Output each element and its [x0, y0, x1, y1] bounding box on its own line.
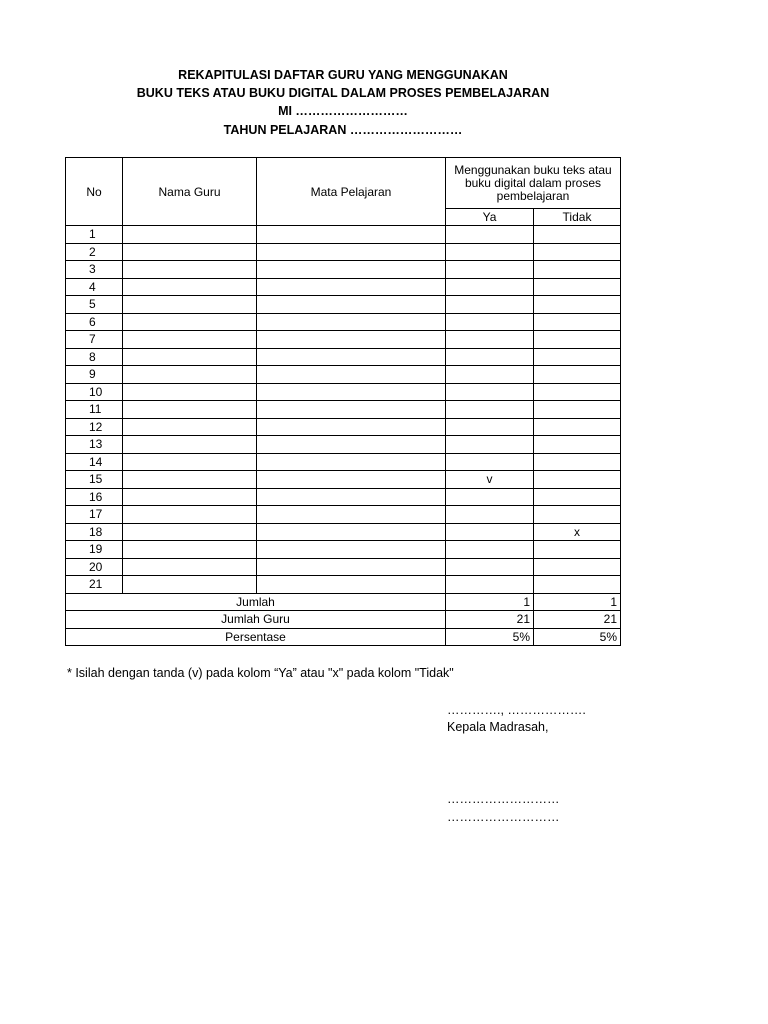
row-number: 10 — [66, 383, 123, 401]
cell-nama-guru — [123, 383, 257, 401]
row-number: 16 — [66, 488, 123, 506]
cell-ya — [446, 541, 534, 559]
table-row — [66, 348, 621, 366]
cell-mata-pelajaran — [257, 436, 446, 454]
cell-tidak — [534, 401, 621, 419]
table-row — [66, 471, 621, 489]
cell-mata-pelajaran — [257, 418, 446, 436]
row-number: 8 — [66, 348, 123, 366]
cell-ya — [446, 313, 534, 331]
cell-tidak — [534, 313, 621, 331]
summary-row-jumlah — [66, 593, 621, 611]
cell-ya — [446, 523, 534, 541]
cell-mata-pelajaran — [257, 471, 446, 489]
cell-ya — [446, 243, 534, 261]
cell-mata-pelajaran — [257, 261, 446, 279]
cell-nama-guru — [123, 278, 257, 296]
cell-tidak — [534, 331, 621, 349]
cell-ya — [446, 558, 534, 576]
cell-tidak — [534, 488, 621, 506]
summary-row-persentase — [66, 628, 621, 646]
cell-ya — [446, 366, 534, 384]
summary-label: Persentase — [66, 628, 446, 646]
cell-mata-pelajaran — [257, 313, 446, 331]
cell-nama-guru — [123, 261, 257, 279]
summary-tidak-value: 21 — [534, 611, 621, 629]
cell-tidak — [534, 418, 621, 436]
cell-ya — [446, 418, 534, 436]
document-title-line3: MI ……………………… — [278, 104, 408, 118]
table-row — [66, 523, 621, 541]
cell-nama-guru — [123, 576, 257, 594]
summary-ya-value: 5% — [446, 628, 534, 646]
table-row — [66, 296, 621, 314]
instruction-note: * Isilah dengan tanda (v) pada kolom “Ya” atau "x" pada kolom "Tidak" — [67, 666, 454, 680]
cell-nama-guru — [123, 453, 257, 471]
row-number: 21 — [66, 576, 123, 594]
cell-ya: v — [446, 471, 534, 489]
cell-ya — [446, 348, 534, 366]
cell-tidak — [534, 278, 621, 296]
cell-tidak — [534, 261, 621, 279]
cell-tidak — [534, 471, 621, 489]
cell-mata-pelajaran — [257, 523, 446, 541]
table-row — [66, 243, 621, 261]
cell-ya — [446, 331, 534, 349]
row-number: 6 — [66, 313, 123, 331]
table-row — [66, 313, 621, 331]
header-ya: Ya — [446, 209, 534, 226]
cell-ya — [446, 453, 534, 471]
cell-nama-guru — [123, 313, 257, 331]
row-number: 9 — [66, 366, 123, 384]
row-number: 14 — [66, 453, 123, 471]
cell-nama-guru — [123, 471, 257, 489]
cell-tidak — [534, 348, 621, 366]
cell-tidak — [534, 383, 621, 401]
table-row — [66, 226, 621, 244]
signature-place-date: …………., ………………. — [447, 703, 586, 717]
header-nama-guru: Nama Guru — [123, 158, 257, 226]
cell-tidak — [534, 453, 621, 471]
row-number: 1 — [66, 226, 123, 244]
cell-nama-guru — [123, 558, 257, 576]
row-number: 11 — [66, 401, 123, 419]
cell-tidak — [534, 243, 621, 261]
table-row — [66, 418, 621, 436]
cell-ya — [446, 383, 534, 401]
row-number: 13 — [66, 436, 123, 454]
signature-name: ……………………… — [447, 792, 560, 806]
summary-label: Jumlah Guru — [66, 611, 446, 629]
cell-ya — [446, 226, 534, 244]
cell-nama-guru — [123, 348, 257, 366]
row-number: 5 — [66, 296, 123, 314]
cell-tidak — [534, 436, 621, 454]
cell-tidak — [534, 366, 621, 384]
cell-nama-guru — [123, 541, 257, 559]
document-title-line1: REKAPITULASI DAFTAR GURU YANG MENGGUNAKAN — [178, 68, 508, 82]
cell-mata-pelajaran — [257, 383, 446, 401]
cell-ya — [446, 506, 534, 524]
cell-tidak — [534, 576, 621, 594]
cell-mata-pelajaran — [257, 541, 446, 559]
cell-ya — [446, 296, 534, 314]
cell-nama-guru — [123, 506, 257, 524]
cell-tidak — [534, 541, 621, 559]
cell-nama-guru — [123, 523, 257, 541]
cell-mata-pelajaran — [257, 506, 446, 524]
cell-nama-guru — [123, 418, 257, 436]
row-number: 17 — [66, 506, 123, 524]
row-number: 4 — [66, 278, 123, 296]
row-number: 2 — [66, 243, 123, 261]
table-row — [66, 453, 621, 471]
cell-mata-pelajaran — [257, 243, 446, 261]
cell-mata-pelajaran — [257, 558, 446, 576]
table-row — [66, 558, 621, 576]
cell-mata-pelajaran — [257, 226, 446, 244]
cell-mata-pelajaran — [257, 296, 446, 314]
table-row — [66, 541, 621, 559]
table-row — [66, 331, 621, 349]
cell-mata-pelajaran — [257, 453, 446, 471]
cell-nama-guru — [123, 226, 257, 244]
row-number: 15 — [66, 471, 123, 489]
cell-ya — [446, 436, 534, 454]
cell-nama-guru — [123, 296, 257, 314]
signature-role: Kepala Madrasah, — [447, 720, 549, 734]
table-row — [66, 488, 621, 506]
cell-nama-guru — [123, 401, 257, 419]
cell-nama-guru — [123, 366, 257, 384]
cell-nama-guru — [123, 488, 257, 506]
cell-mata-pelajaran — [257, 576, 446, 594]
cell-ya — [446, 488, 534, 506]
summary-tidak-value: 1 — [534, 593, 621, 611]
row-number: 19 — [66, 541, 123, 559]
cell-ya — [446, 401, 534, 419]
row-number: 7 — [66, 331, 123, 349]
row-number: 20 — [66, 558, 123, 576]
table-row — [66, 401, 621, 419]
header-mata-pelajaran: Mata Pelajaran — [257, 158, 446, 226]
cell-ya — [446, 576, 534, 594]
header-no: No — [66, 158, 123, 226]
recap-table — [65, 157, 621, 646]
header-usage-group: Menggunakan buku teks atau buku digital dalam proses pembelajaran — [446, 158, 621, 209]
cell-mata-pelajaran — [257, 331, 446, 349]
cell-mata-pelajaran — [257, 348, 446, 366]
table-row — [66, 506, 621, 524]
summary-ya-value: 1 — [446, 593, 534, 611]
table-row — [66, 576, 621, 594]
table-row — [66, 261, 621, 279]
cell-tidak — [534, 296, 621, 314]
cell-nama-guru — [123, 436, 257, 454]
table-row — [66, 366, 621, 384]
summary-row-jumlah-guru — [66, 611, 621, 629]
cell-mata-pelajaran — [257, 278, 446, 296]
cell-nama-guru — [123, 331, 257, 349]
table-body — [66, 226, 621, 594]
table-row — [66, 278, 621, 296]
cell-mata-pelajaran — [257, 488, 446, 506]
row-number: 12 — [66, 418, 123, 436]
cell-nama-guru — [123, 243, 257, 261]
signature-nip: ……………………… — [447, 810, 560, 824]
document-title-line4: TAHUN PELAJARAN ……………………… — [223, 123, 463, 137]
cell-tidak — [534, 226, 621, 244]
cell-tidak: x — [534, 523, 621, 541]
row-number: 3 — [66, 261, 123, 279]
cell-ya — [446, 261, 534, 279]
summary-label: Jumlah — [66, 593, 446, 611]
summary-tidak-value: 5% — [534, 628, 621, 646]
cell-mata-pelajaran — [257, 401, 446, 419]
document-title-line2: BUKU TEKS ATAU BUKU DIGITAL DALAM PROSES PEMBELAJARAN — [136, 86, 550, 100]
cell-tidak — [534, 558, 621, 576]
cell-ya — [446, 278, 534, 296]
table-row — [66, 383, 621, 401]
summary-ya-value: 21 — [446, 611, 534, 629]
header-tidak: Tidak — [534, 209, 621, 226]
row-number: 18 — [66, 523, 123, 541]
cell-mata-pelajaran — [257, 366, 446, 384]
table-row — [66, 436, 621, 454]
cell-tidak — [534, 506, 621, 524]
